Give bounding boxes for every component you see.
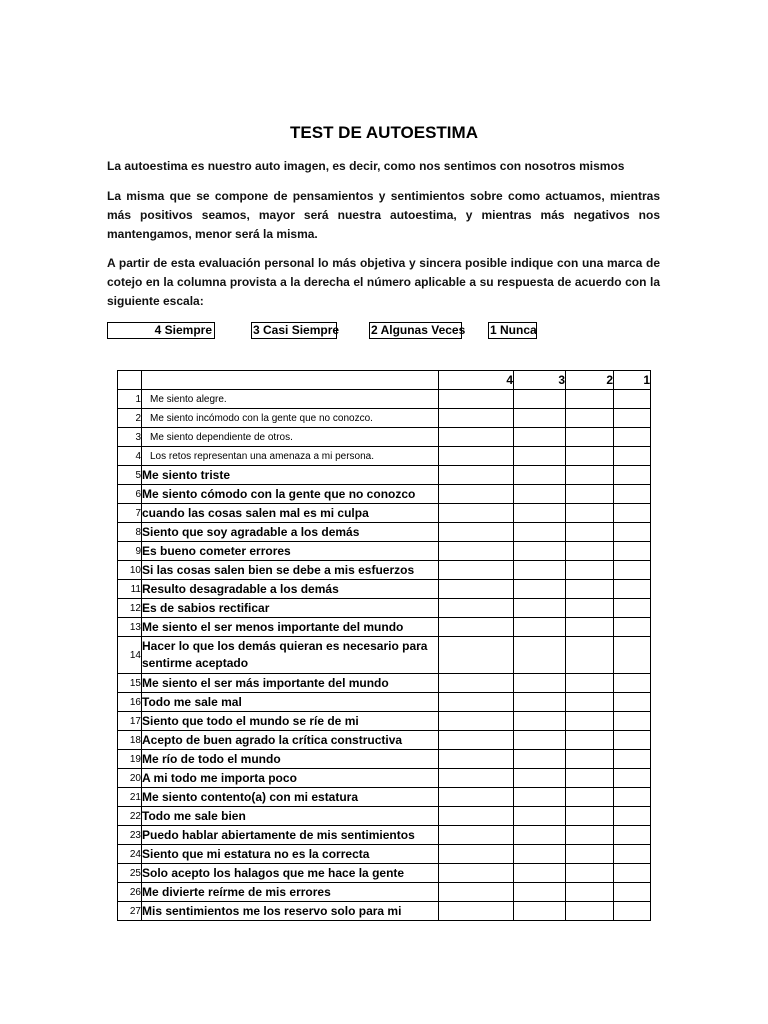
table-row [118,618,651,637]
instructions-paragraph: A partir de esta evaluación personal lo más objetiva y sincera posible indique con una marca de cotejo en la columna provista a la derecha el número aplicable a su respuesta de acuerdo con la siguiente escala: [107,256,660,308]
answer-cell-4[interactable] [439,731,514,750]
answer-cell-2[interactable] [566,523,614,542]
answer-cell-3[interactable] [514,902,566,921]
row-number: 16 [118,693,142,712]
scale-siempre: 4 Siempre [107,322,215,339]
answer-cell-3[interactable] [514,485,566,504]
page-title: TEST DE AUTOESTIMA [290,123,478,142]
row-number: 12 [118,599,142,618]
answer-cell-4[interactable] [439,390,514,409]
answer-cell-1[interactable] [614,674,651,693]
row-number: 17 [118,712,142,731]
table-row [118,580,651,599]
answer-cell-2[interactable] [566,409,614,428]
answer-cell-1[interactable] [614,599,651,618]
answer-cell-1[interactable] [614,428,651,447]
table-row [118,693,651,712]
row-number: 20 [118,769,142,788]
answer-cell-2[interactable] [566,599,614,618]
answer-cell-4[interactable] [439,485,514,504]
description-paragraph: La misma que se compone de pensamientos y sentimientos sobre como actuamos, mientras más positivos seamos, mayor será nuestra autoestima, y mientras más negativos nos mantengamos, menor será la misma. [107,189,660,241]
answer-cell-2[interactable] [566,542,614,561]
answer-cell-1[interactable] [614,561,651,580]
answer-cell-4[interactable] [439,580,514,599]
row-number: 3 [118,428,142,447]
answer-cell-4[interactable] [439,807,514,826]
answer-cell-4[interactable] [439,712,514,731]
answer-cell-4[interactable] [439,902,514,921]
answer-cell-2[interactable] [566,807,614,826]
answer-cell-1[interactable] [614,580,651,599]
row-number: 23 [118,826,142,845]
statement-text: Hacer lo que los demás quieran es necesario para sentirme aceptado [142,637,439,674]
answer-cell-4[interactable] [439,693,514,712]
answer-cell-2[interactable] [566,845,614,864]
answer-cell-4[interactable] [439,864,514,883]
answer-cell-1[interactable] [614,485,651,504]
answer-cell-4[interactable] [439,826,514,845]
table-row [118,447,651,466]
row-number: 6 [118,485,142,504]
answer-cell-2[interactable] [566,618,614,637]
answer-cell-1[interactable] [614,750,651,769]
statement-text: Siento que soy agradable a los demás [142,523,439,542]
table-row [118,390,651,409]
answer-cell-2[interactable] [566,504,614,523]
header-num-cell [118,371,142,390]
answer-cell-3[interactable] [514,618,566,637]
table-row [118,769,651,788]
table-row [118,826,651,845]
answer-cell-2[interactable] [566,580,614,599]
statement-text: Es bueno cometer errores [142,542,439,561]
table-row [118,712,651,731]
answer-cell-3[interactable] [514,428,566,447]
answer-cell-3[interactable] [514,409,566,428]
statement-text: Acepto de buen agrado la crítica constructiva [142,731,439,750]
answer-cell-2[interactable] [566,731,614,750]
answer-cell-2[interactable] [566,826,614,845]
header-col-1: 1 [614,371,651,390]
statement-text: A mi todo me importa poco [142,769,439,788]
statement-text: Me río de todo el mundo [142,750,439,769]
answer-cell-4[interactable] [439,750,514,769]
answer-cell-1[interactable] [614,788,651,807]
statement-text: Mis sentimientos me los reservo solo para mi [142,902,439,921]
answer-cell-4[interactable] [439,409,514,428]
header-statement-cell [142,371,439,390]
statement-text: Me siento alegre. [142,390,439,409]
answer-cell-3[interactable] [514,712,566,731]
answer-cell-2[interactable] [566,902,614,921]
row-number: 4 [118,447,142,466]
row-number: 27 [118,902,142,921]
scale-casi-siempre: 3 Casi Siempre [253,323,340,337]
row-number: 11 [118,580,142,599]
answer-cell-2[interactable] [566,485,614,504]
header-col-3: 3 [514,371,566,390]
answer-cell-3[interactable] [514,807,566,826]
statement-text: Me siento dependiente de otros. [142,428,439,447]
answer-cell-3[interactable] [514,599,566,618]
answer-cell-3[interactable] [514,523,566,542]
answer-cell-2[interactable] [566,693,614,712]
answer-cell-4[interactable] [439,561,514,580]
answer-cell-4[interactable] [439,599,514,618]
statement-text: Siento que mi estatura no es la correcta [142,845,439,864]
answer-cell-2[interactable] [566,390,614,409]
table-header-row [118,371,651,390]
answer-cell-4[interactable] [439,618,514,637]
statement-text: Me siento el ser más importante del mundo [142,674,439,693]
row-number: 19 [118,750,142,769]
statement-text: Resulto desagradable a los demás [142,580,439,599]
answer-cell-4[interactable] [439,523,514,542]
answer-cell-3[interactable] [514,637,566,674]
answer-cell-2[interactable] [566,712,614,731]
answer-cell-1[interactable] [614,523,651,542]
table-row [118,485,651,504]
header-col-4: 4 [439,371,514,390]
answer-cell-1[interactable] [614,618,651,637]
answer-cell-2[interactable] [566,428,614,447]
answer-cell-2[interactable] [566,561,614,580]
answer-cell-1[interactable] [614,466,651,485]
answer-cell-3[interactable] [514,390,566,409]
answer-cell-1[interactable] [614,864,651,883]
row-number: 2 [118,409,142,428]
table-row [118,428,651,447]
answer-cell-4[interactable] [439,447,514,466]
answer-cell-1[interactable] [614,826,651,845]
statement-text: Siento que todo el mundo se ríe de mi [142,712,439,731]
table-row [118,466,651,485]
answer-cell-1[interactable] [614,902,651,921]
answer-cell-1[interactable] [614,769,651,788]
statement-text: Me siento incómodo con la gente que no conozco. [142,409,439,428]
row-number: 8 [118,523,142,542]
answer-cell-3[interactable] [514,731,566,750]
self-esteem-table [117,370,651,921]
answer-cell-1[interactable] [614,693,651,712]
statement-text: Me siento cómodo con la gente que no conozco [142,485,439,504]
statement-text: Si las cosas salen bien se debe a mis esfuerzos [142,561,439,580]
answer-cell-3[interactable] [514,447,566,466]
answer-cell-3[interactable] [514,466,566,485]
answer-cell-1[interactable] [614,807,651,826]
header-col-2: 2 [566,371,614,390]
row-number: 5 [118,466,142,485]
statement-text: Es de sabios rectificar [142,599,439,618]
answer-cell-4[interactable] [439,883,514,902]
row-number: 24 [118,845,142,864]
table-row [118,561,651,580]
answer-cell-1[interactable] [614,637,651,674]
answer-cell-1[interactable] [614,447,651,466]
answer-cell-3[interactable] [514,845,566,864]
row-number: 1 [118,390,142,409]
table-row [118,731,651,750]
answer-cell-2[interactable] [566,466,614,485]
answer-cell-3[interactable] [514,750,566,769]
answer-cell-4[interactable] [439,788,514,807]
answer-cell-1[interactable] [614,731,651,750]
answer-cell-3[interactable] [514,674,566,693]
answer-cell-4[interactable] [439,542,514,561]
answer-cell-1[interactable] [614,712,651,731]
table-row [118,637,651,674]
answer-cell-1[interactable] [614,883,651,902]
row-number: 26 [118,883,142,902]
statement-text: Me divierte reírme de mis errores [142,883,439,902]
intro-paragraph: La autoestima es nuestro auto imagen, es decir, como nos sentimos con nosotros mismos [107,159,625,173]
answer-cell-2[interactable] [566,769,614,788]
answer-cell-1[interactable] [614,845,651,864]
answer-cell-3[interactable] [514,504,566,523]
answer-cell-3[interactable] [514,788,566,807]
answer-cell-1[interactable] [614,390,651,409]
row-number: 25 [118,864,142,883]
table-row [118,409,651,428]
answer-cell-3[interactable] [514,826,566,845]
row-number: 9 [118,542,142,561]
answer-cell-2[interactable] [566,447,614,466]
table-row [118,542,651,561]
table-row [118,807,651,826]
statement-text: Solo acepto los halagos que me hace la gente [142,864,439,883]
answer-cell-4[interactable] [439,845,514,864]
row-number: 10 [118,561,142,580]
row-number: 14 [118,637,142,674]
table-row [118,883,651,902]
statement-text: Me siento contento(a) con mi estatura [142,788,439,807]
answer-cell-4[interactable] [439,769,514,788]
statement-text: Me siento triste [142,466,439,485]
answer-cell-1[interactable] [614,409,651,428]
answer-cell-4[interactable] [439,428,514,447]
answer-cell-3[interactable] [514,693,566,712]
statement-text: Puedo hablar abiertamente de mis sentimientos [142,826,439,845]
table-row [118,750,651,769]
table-row [118,788,651,807]
answer-cell-3[interactable] [514,864,566,883]
answer-cell-2[interactable] [566,637,614,674]
row-number: 22 [118,807,142,826]
answer-cell-4[interactable] [439,504,514,523]
answer-cell-2[interactable] [566,674,614,693]
answer-cell-1[interactable] [614,542,651,561]
answer-cell-4[interactable] [439,674,514,693]
table-row [118,845,651,864]
answer-cell-4[interactable] [439,466,514,485]
table-row [118,864,651,883]
row-number: 13 [118,618,142,637]
answer-cell-1[interactable] [614,504,651,523]
table-row [118,674,651,693]
row-number: 15 [118,674,142,693]
table-row [118,504,651,523]
answer-cell-3[interactable] [514,542,566,561]
row-number: 7 [118,504,142,523]
row-number: 21 [118,788,142,807]
statement-text: cuando las cosas salen mal es mi culpa [142,504,439,523]
statement-text: Los retos representan una amenaza a mi persona. [142,447,439,466]
answer-cell-3[interactable] [514,883,566,902]
answer-cell-2[interactable] [566,883,614,902]
table-row [118,902,651,921]
statement-text: Me siento el ser menos importante del mundo [142,618,439,637]
row-number: 18 [118,731,142,750]
answer-cell-2[interactable] [566,750,614,769]
answer-cell-2[interactable] [566,864,614,883]
table-row [118,599,651,618]
answer-cell-3[interactable] [514,769,566,788]
statement-text: Todo me sale bien [142,807,439,826]
answer-cell-4[interactable] [439,637,514,674]
answer-cell-2[interactable] [566,788,614,807]
answer-cell-3[interactable] [514,580,566,599]
scale-nunca: 1 Nunca [490,323,537,337]
statement-text: Todo me sale mal [142,693,439,712]
scale-algunas-veces: 2 Algunas Veces [371,323,466,337]
answer-cell-3[interactable] [514,561,566,580]
table-row [118,523,651,542]
